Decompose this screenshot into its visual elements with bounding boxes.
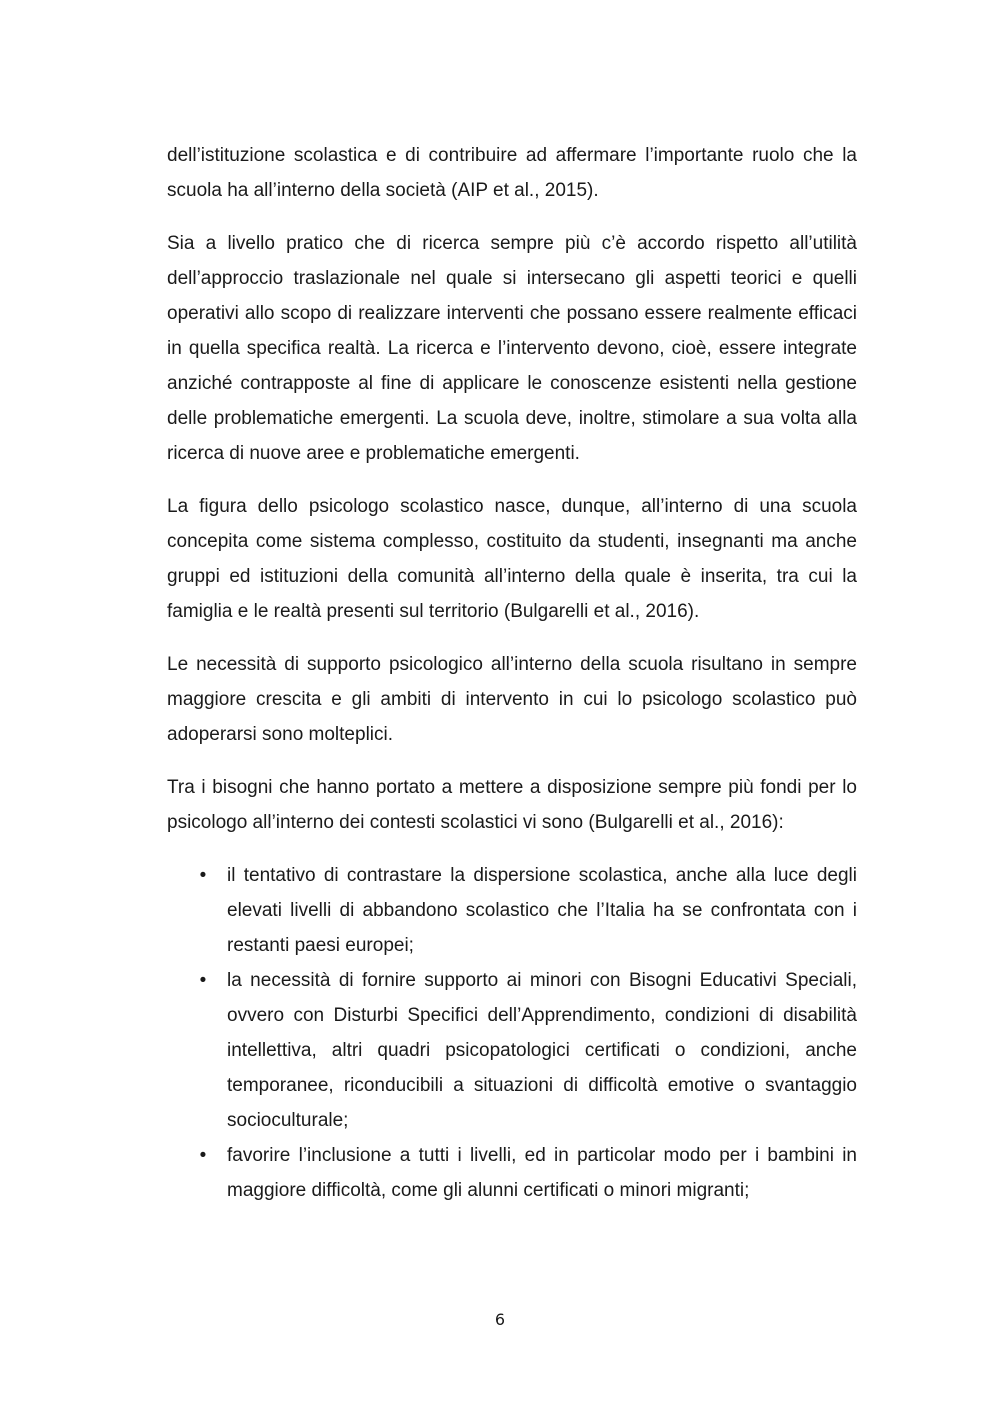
bullet-icon: • [199, 865, 207, 886]
list-item [167, 858, 857, 963]
page-body [167, 138, 857, 1208]
bullet-list [167, 858, 857, 1208]
paragraph: Le necessità di supporto psicologico all’interno della scuola risultano in sempre maggiore crescita e gli ambiti di intervento in cui lo psicologo scolastico può adoperarsi sono molteplici. [167, 654, 857, 745]
list-item-text: la necessità di fornire supporto ai minori con Bisogni Educativi Speciali, ovvero con Disturbi Specifici dell’Apprendimento, condizioni di disabilità intellettiva, altri quadri psicopatologici certificati o condizioni, anche temporanee, riconducibili a situazioni di difficoltà emotive o svantaggio socioculturale; [227, 970, 857, 1131]
list-item [167, 1138, 857, 1208]
paragraph: La figura dello psicologo scolastico nasce, dunque, all’interno di una scuola concepita come sistema complesso, costituito da studenti, insegnanti ma anche gruppi ed istituzioni della comunità all’interno della quale è inserita, tra cui la famiglia e le realtà presenti sul territorio (Bulgarelli et al., 2016). [167, 496, 857, 622]
paragraph: Sia a livello pratico che di ricerca sempre più c’è accordo rispetto all’utilità dell’approccio traslazionale nel quale si intersecano gli aspetti teorici e quelli operativi allo scopo di realizzare interventi che possano essere realmente efficaci in quella specifica realtà. La ricerca e l’intervento devono, cioè, essere integrate anziché contrapposte al fine di applicare le conoscenze esistenti nella gestione delle problematiche emergenti. La scuola deve, inoltre, stimolare a sua volta alla ricerca di nuove aree e problematiche emergenti. [167, 233, 857, 464]
bullet-icon: • [199, 1145, 207, 1166]
paragraph: dell’istituzione scolastica e di contribuire ad affermare l’importante ruolo che la scuola ha all’interno della società (AIP et al., 2015). [167, 145, 857, 201]
list-item-text: favorire l’inclusione a tutti i livelli, ed in particolar modo per i bambini in maggiore difficoltà, come gli alunni certificati o minori migranti; [227, 1145, 857, 1201]
paragraph: Tra i bisogni che hanno portato a mettere a disposizione sempre più fondi per lo psicologo all’interno dei contesti scolastici vi sono (Bulgarelli et al., 2016): [167, 777, 857, 833]
bullet-icon: • [199, 970, 207, 991]
list-item [167, 963, 857, 1138]
page-number: 6 [494, 1310, 506, 1329]
list-item-text: il tentativo di contrastare la dispersione scolastica, anche alla luce degli elevati livelli di abbandono scolastico che l’Italia ha se confrontata con i restanti paesi europei; [227, 865, 857, 956]
